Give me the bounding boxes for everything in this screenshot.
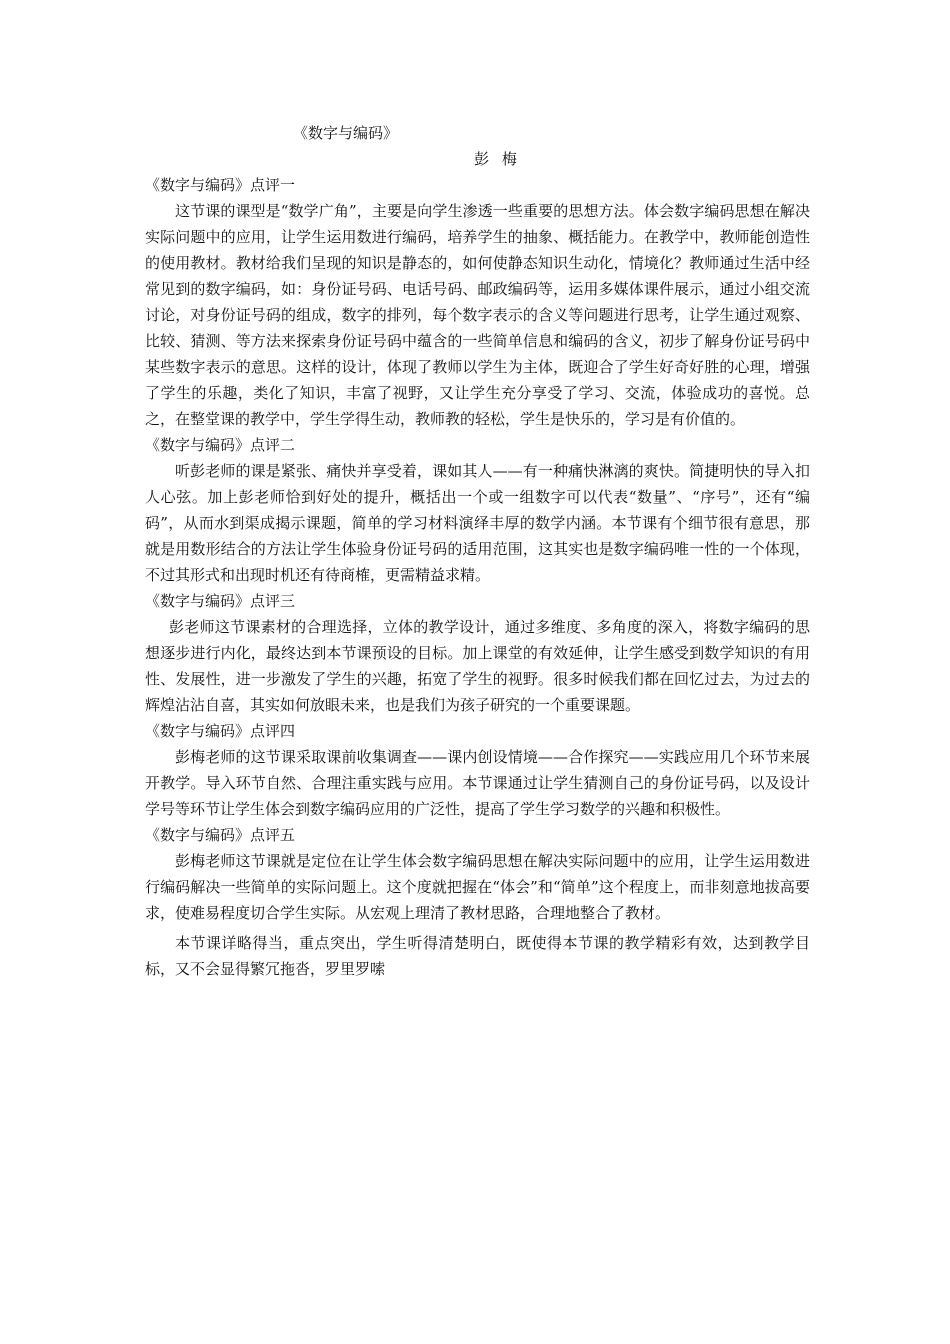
paragraph: 彭老师这节课素材的合理选择，立体的教学设计，通过多维度、多角度的深入，将数字编码的思想逐步进行内化，最终达到本节课预设的目标。加上课堂的有效延伸，让学生感受到数学知识的有用性、发展性，进一步激发了学生的兴趣，拓宽了学生的视野。很多时候我们都在回忆过去，为过去的辉煌沾沾自喜，其实如何放眼未来，也是我们为孩子研究的一个重要课题。 bbox=[145, 618, 810, 714]
section-heading: 《数字与编码》点评二 bbox=[145, 436, 296, 454]
paragraph: 彭梅老师这节课就是定位在让学生体会数字编码思想在解决实际问题中的应用，让学生运用数进行编码解决一些简单的实际问题上。这个度就把握在“体会”和“简单”这个程度上，而非刻意地拔高要求，使难易程度切合学生实际。从宏观上理清了教材思路，合理地整合了教材。 bbox=[145, 852, 810, 922]
document-title: 《数字与编码》 bbox=[293, 124, 399, 142]
paragraph: 彭梅老师的这节课采取课前收集调查——课内创设情境——合作探究——实践应用几个环节来展开教学。导入环节自然、合理注重实践与应用。本节课通过让学生猜测自己的身份证号码，以及设计学号等环节让学生体会到数字编码应用的广泛性，提高了学生学习数学的兴趣和积极性。 bbox=[145, 748, 810, 818]
document-author: 彭 梅 bbox=[474, 150, 521, 168]
section-heading: 《数字与编码》点评四 bbox=[145, 722, 296, 740]
paragraph: 本节课详略得当，重点突出，学生听得清楚明白，既使得本节课的教学精彩有效，达到教学目标，又不会显得繁冗拖沓，罗里罗嗦 bbox=[145, 934, 810, 978]
review-section-3 bbox=[145, 588, 810, 718]
document-page bbox=[145, 120, 810, 982]
section-heading: 《数字与编码》点评三 bbox=[145, 592, 296, 610]
review-section-4 bbox=[145, 718, 810, 822]
review-section-2 bbox=[145, 432, 810, 588]
review-section-1 bbox=[145, 172, 810, 432]
paragraph: 这节课的课型是“数学广角”，主要是向学生渗透一些重要的思想方法。体会数字编码思想在解决实际问题中的应用，让学生运用数进行编码，培养学生的抽象、概括能力。在教学中，教师能创造性的使用教材。教材给我们呈现的知识是静态的，如何使静态知识生动化，情境化？教师通过生活中经常见到的数字编码，如：身份证号码、电话号码、邮政编码等，运用多媒体课件展示，通过小组交流讨论，对身份证号码的组成，数字的排列，每个数字表示的含义等问题进行思考，让学生通过观察、比较、猜测、等方法来探索身份证号码中蕴含的一些简单信息和编码的含义，初步了解身份证号码中某些数字表示的意思。这样的设计，体现了教师以学生为主体，既迎合了学生好奇好胜的心理，增强了学生的乐趣，类化了知识，丰富了视野，又让学生充分享受了学习、交流，体验成功的喜悦。总之，在整堂课的教学中，学生学得生动，教师教的轻松，学生是快乐的，学习是有价值的。 bbox=[145, 202, 810, 428]
paragraph: 听彭老师的课是紧张、痛快并享受着，课如其人——有一种痛快淋漓的爽快。简捷明快的导入扣人心弦。加上彭老师恰到好处的提升，概括出一个或一组数字可以代表“数量”、“序号”，还有“编码”，从而水到渠成揭示课题，简单的学习材料演绎丰厚的数学内涵。本节课有个细节很有意思，那就是用数形结合的方法让学生体验身份证号码的适用范围，这其实也是数字编码唯一性的一个体现，不过其形式和出现时机还有待商榷，更需精益求精。 bbox=[145, 462, 810, 584]
section-heading: 《数字与编码》点评五 bbox=[145, 826, 296, 844]
review-section-5 bbox=[145, 822, 810, 982]
section-heading: 《数字与编码》点评一 bbox=[145, 176, 296, 194]
